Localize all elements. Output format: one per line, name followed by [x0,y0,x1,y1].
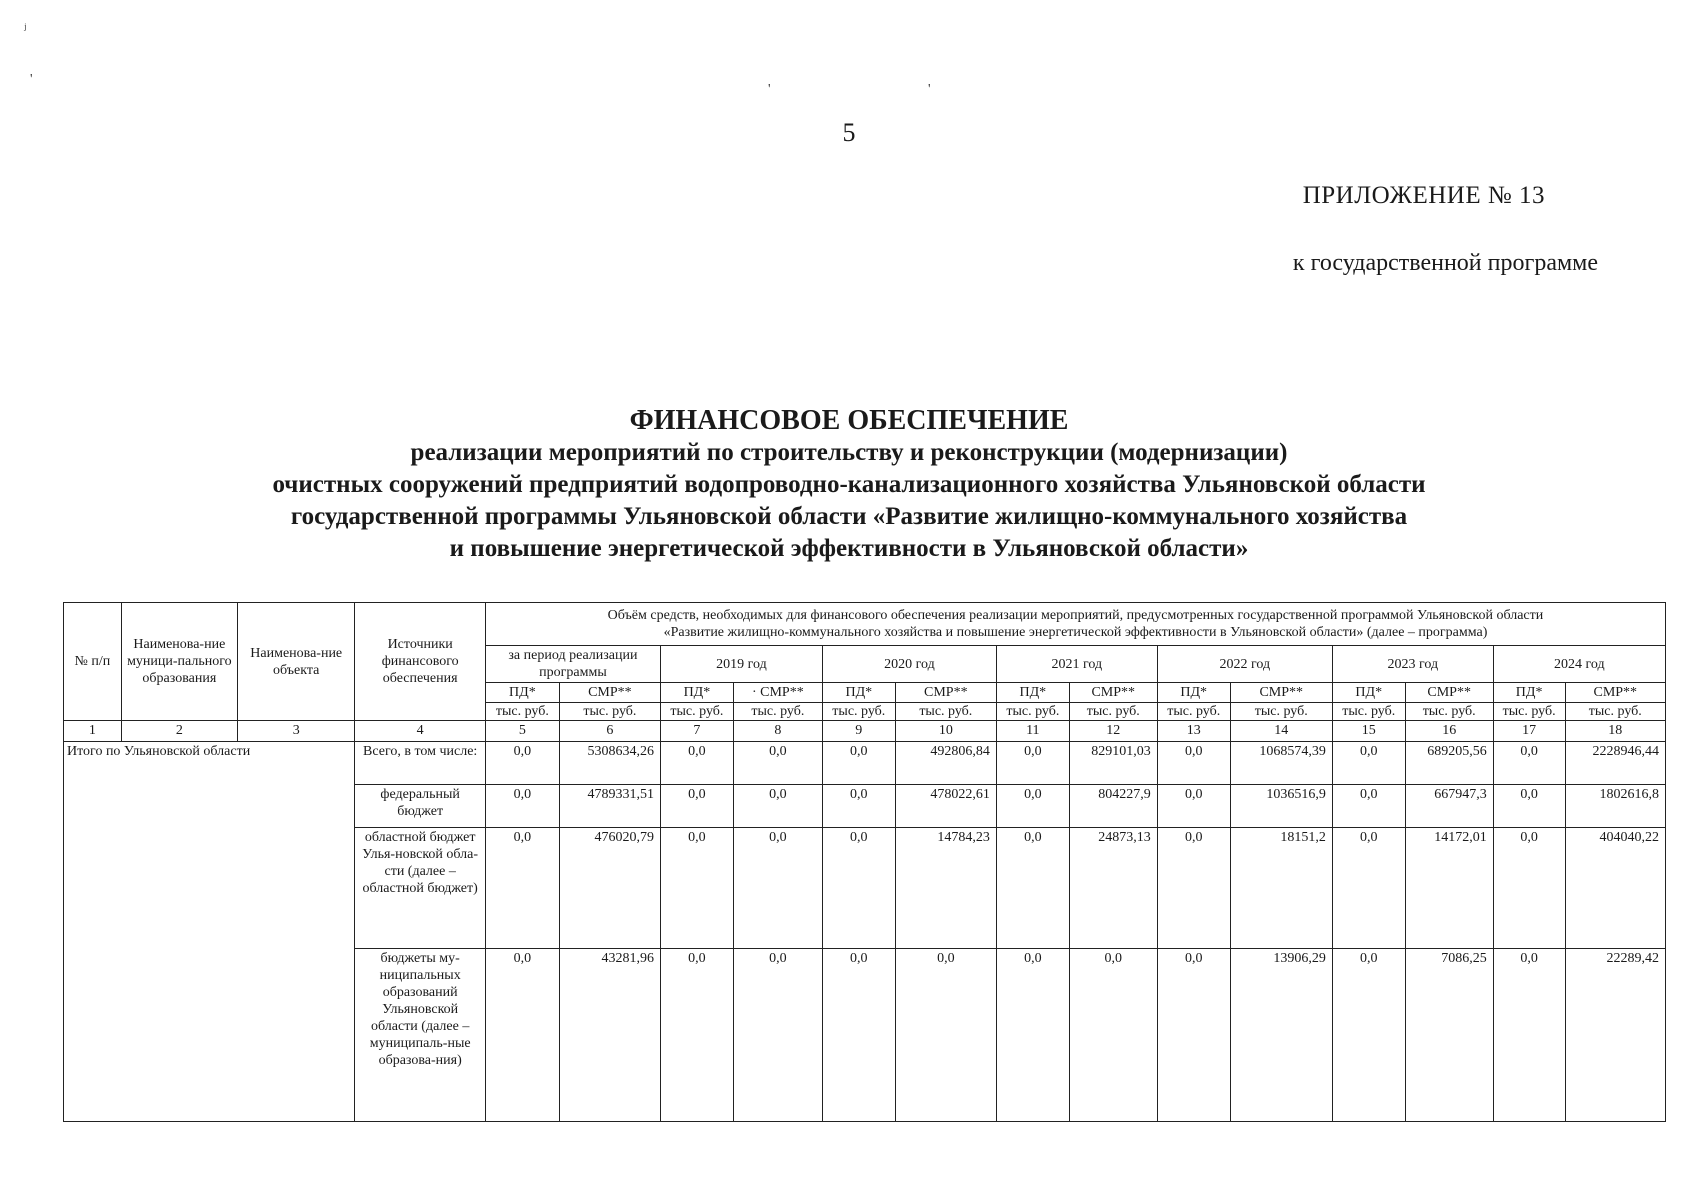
value-cell: 0,0 [1157,785,1230,828]
value-cell: 0,0 [1332,828,1405,949]
header-smr: · СМР** [733,683,822,703]
value-cell: 0,0 [996,742,1069,785]
header-smr: СМР** [895,683,996,703]
header-smr: СМР** [1565,683,1665,703]
scan-mark: ' [768,82,771,97]
header-unit: тыс. руб. [1157,703,1230,721]
column-index: 5 [485,721,559,742]
value-cell: 0,0 [1493,742,1565,785]
header-num: № п/п [64,603,122,721]
column-index: 3 [238,721,355,742]
column-index: 7 [660,721,733,742]
column-index: 13 [1157,721,1230,742]
header-smr: СМР** [1405,683,1493,703]
column-index: 17 [1493,721,1565,742]
header-smr: СМР** [1230,683,1332,703]
value-cell: 804227,9 [1069,785,1157,828]
value-cell: 0,0 [733,949,822,1122]
value-cell: 0,0 [822,785,895,828]
value-cell: 0,0 [733,785,822,828]
header-period: за период реализации программы [485,646,660,683]
value-cell: 0,0 [1332,785,1405,828]
source-label: федеральный бюджет [355,785,486,828]
header-pd: ПД* [1493,683,1565,703]
header-unit: тыс. руб. [733,703,822,721]
value-cell: 22289,42 [1565,949,1665,1122]
document-title-line: государственной программы Ульяновской области «Развитие жилищно-коммунального хозяйства [290,503,1408,530]
value-cell: 0,0 [1069,949,1157,1122]
header-pd: ПД* [822,683,895,703]
value-cell: 476020,79 [559,828,660,949]
value-cell: 0,0 [1493,949,1565,1122]
value-cell: 0,0 [1332,742,1405,785]
header-period: 2020 год [822,646,996,683]
header-period: 2021 год [996,646,1157,683]
total-label: Итого по Ульяновской области [64,742,355,1122]
header-unit: тыс. руб. [895,703,996,721]
source-label: Всего, в том числе: [355,742,486,785]
value-cell: 404040,22 [1565,828,1665,949]
header-pd: ПД* [996,683,1069,703]
value-cell: 0,0 [660,949,733,1122]
header-smr: СМР** [1069,683,1157,703]
value-cell: 0,0 [733,742,822,785]
table-row [64,742,1666,785]
header-unit: тыс. руб. [996,703,1069,721]
value-cell: 43281,96 [559,949,660,1122]
document-title-line: и повышение энергетической эффективности в Ульяновской области» [449,535,1249,562]
document-title [0,405,1698,565]
scan-mark: ʲ [24,22,27,37]
header-unit: тыс. руб. [1069,703,1157,721]
header-period: 2022 год [1157,646,1332,683]
header-period: 2019 год [660,646,822,683]
value-cell: 478022,61 [895,785,996,828]
value-cell: 0,0 [822,828,895,949]
value-cell: 0,0 [996,828,1069,949]
value-cell: 5308634,26 [559,742,660,785]
value-cell: 0,0 [660,785,733,828]
header-unit: тыс. руб. [1405,703,1493,721]
appendix-title: ПРИЛОЖЕНИЕ № 13 [1302,182,1545,209]
value-cell: 24873,13 [1069,828,1157,949]
header-unit: тыс. руб. [485,703,559,721]
financing-table [63,602,1666,1122]
value-cell: 13906,29 [1230,949,1332,1122]
column-index: 10 [895,721,996,742]
document-title-line: очистных сооружений предприятий водопроводно-канализационного хозяйства Ульяновской области [272,471,1426,498]
header-object: Наименова-ние объекта [238,603,355,721]
scan-mark: ' [928,82,931,97]
value-cell: 0,0 [1157,828,1230,949]
column-index: 12 [1069,721,1157,742]
value-cell: 18151,2 [1230,828,1332,949]
source-label: областной бюджет Улья-новской обла-сти (далее – областной бюджет) [355,828,486,949]
value-cell: 4789331,51 [559,785,660,828]
document-title-main: ФИНАНСОВОЕ ОБЕСПЕЧЕНИЕ [629,405,1069,436]
value-cell: 0,0 [1493,785,1565,828]
page-number: 5 [842,118,856,147]
header-smr: СМР** [559,683,660,703]
header-unit: тыс. руб. [822,703,895,721]
value-cell: 1036516,9 [1230,785,1332,828]
header-unit: тыс. руб. [1230,703,1332,721]
value-cell: 0,0 [1493,828,1565,949]
scan-mark: ' [30,72,33,87]
value-cell: 0,0 [996,949,1069,1122]
header-pd: ПД* [660,683,733,703]
header-period: 2023 год [1332,646,1493,683]
header-unit: тыс. руб. [1332,703,1405,721]
column-index: 6 [559,721,660,742]
column-index: 15 [1332,721,1405,742]
column-index: 18 [1565,721,1665,742]
value-cell: 0,0 [485,828,559,949]
value-cell: 1802616,8 [1565,785,1665,828]
value-cell: 0,0 [485,785,559,828]
column-index: 14 [1230,721,1332,742]
header-pd: ПД* [1332,683,1405,703]
value-cell: 0,0 [822,949,895,1122]
value-cell: 829101,03 [1069,742,1157,785]
header-municipality: Наименова-ние муници-пального образования [121,603,237,721]
column-index-row [64,721,1666,742]
header-pd: ПД* [485,683,559,703]
value-cell: 0,0 [485,949,559,1122]
value-cell: 14172,01 [1405,828,1493,949]
header-period: 2024 год [1493,646,1665,683]
header-unit: тыс. руб. [559,703,660,721]
value-cell: 0,0 [996,785,1069,828]
header-unit: тыс. руб. [660,703,733,721]
value-cell: 0,0 [1157,949,1230,1122]
value-cell: 0,0 [895,949,996,1122]
column-index: 4 [355,721,486,742]
value-cell: 689205,56 [1405,742,1493,785]
appendix-subtitle: к государственной программе [1292,250,1598,276]
header-unit: тыс. руб. [1493,703,1565,721]
header-unit: тыс. руб. [1565,703,1665,721]
header-volume: Объём средств, необходимых для финансового обеспечения реализации мероприятий, предусмотренных государственной программой Ульяновской области «Развитие жилищно-коммунального хозяйства и повышение энергетической эффективности в Ульяновской области» (далее – программа) [485,603,1665,646]
column-index: 11 [996,721,1069,742]
value-cell: 14784,23 [895,828,996,949]
column-index: 2 [121,721,237,742]
source-label: бюджеты му-ниципальных образований Ульяновской области (далее – муниципаль-ные образова-ния) [355,949,486,1122]
value-cell: 492806,84 [895,742,996,785]
value-cell: 0,0 [1157,742,1230,785]
header-sources: Источники финансового обеспечения [355,603,486,721]
value-cell: 0,0 [485,742,559,785]
document-title-line: реализации мероприятий по строительству и реконструкции (модернизации) [410,439,1288,466]
column-index: 9 [822,721,895,742]
header-pd: ПД* [1157,683,1230,703]
value-cell: 667947,3 [1405,785,1493,828]
column-index: 1 [64,721,122,742]
value-cell: 2228946,44 [1565,742,1665,785]
column-index: 16 [1405,721,1493,742]
column-index: 8 [733,721,822,742]
value-cell: 0,0 [660,828,733,949]
value-cell: 7086,25 [1405,949,1493,1122]
value-cell: 0,0 [733,828,822,949]
value-cell: 0,0 [822,742,895,785]
value-cell: 0,0 [1332,949,1405,1122]
value-cell: 1068574,39 [1230,742,1332,785]
value-cell: 0,0 [660,742,733,785]
